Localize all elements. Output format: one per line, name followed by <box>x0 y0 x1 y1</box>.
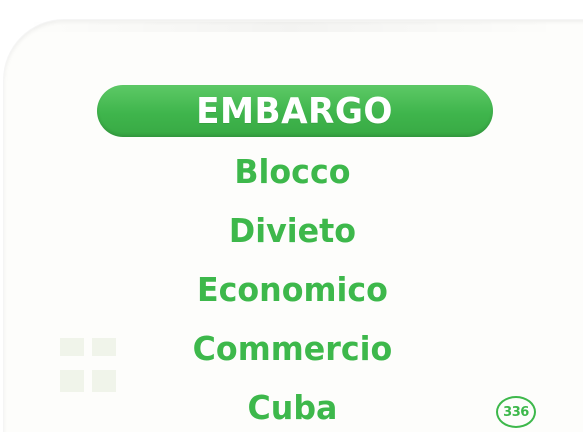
forbidden-word: Cuba <box>247 388 338 427</box>
card-title: EMBARGO <box>196 90 394 132</box>
card-number-badge: 336 <box>496 396 536 428</box>
card-title-banner <box>97 85 493 137</box>
card-edge-highlight <box>20 22 560 32</box>
forbidden-word: Economico <box>197 270 388 309</box>
forbidden-word: Blocco <box>234 152 351 191</box>
forbidden-word-list <box>0 142 583 432</box>
forbidden-word: Divieto <box>228 211 356 250</box>
forbidden-word: Commercio <box>192 329 393 368</box>
